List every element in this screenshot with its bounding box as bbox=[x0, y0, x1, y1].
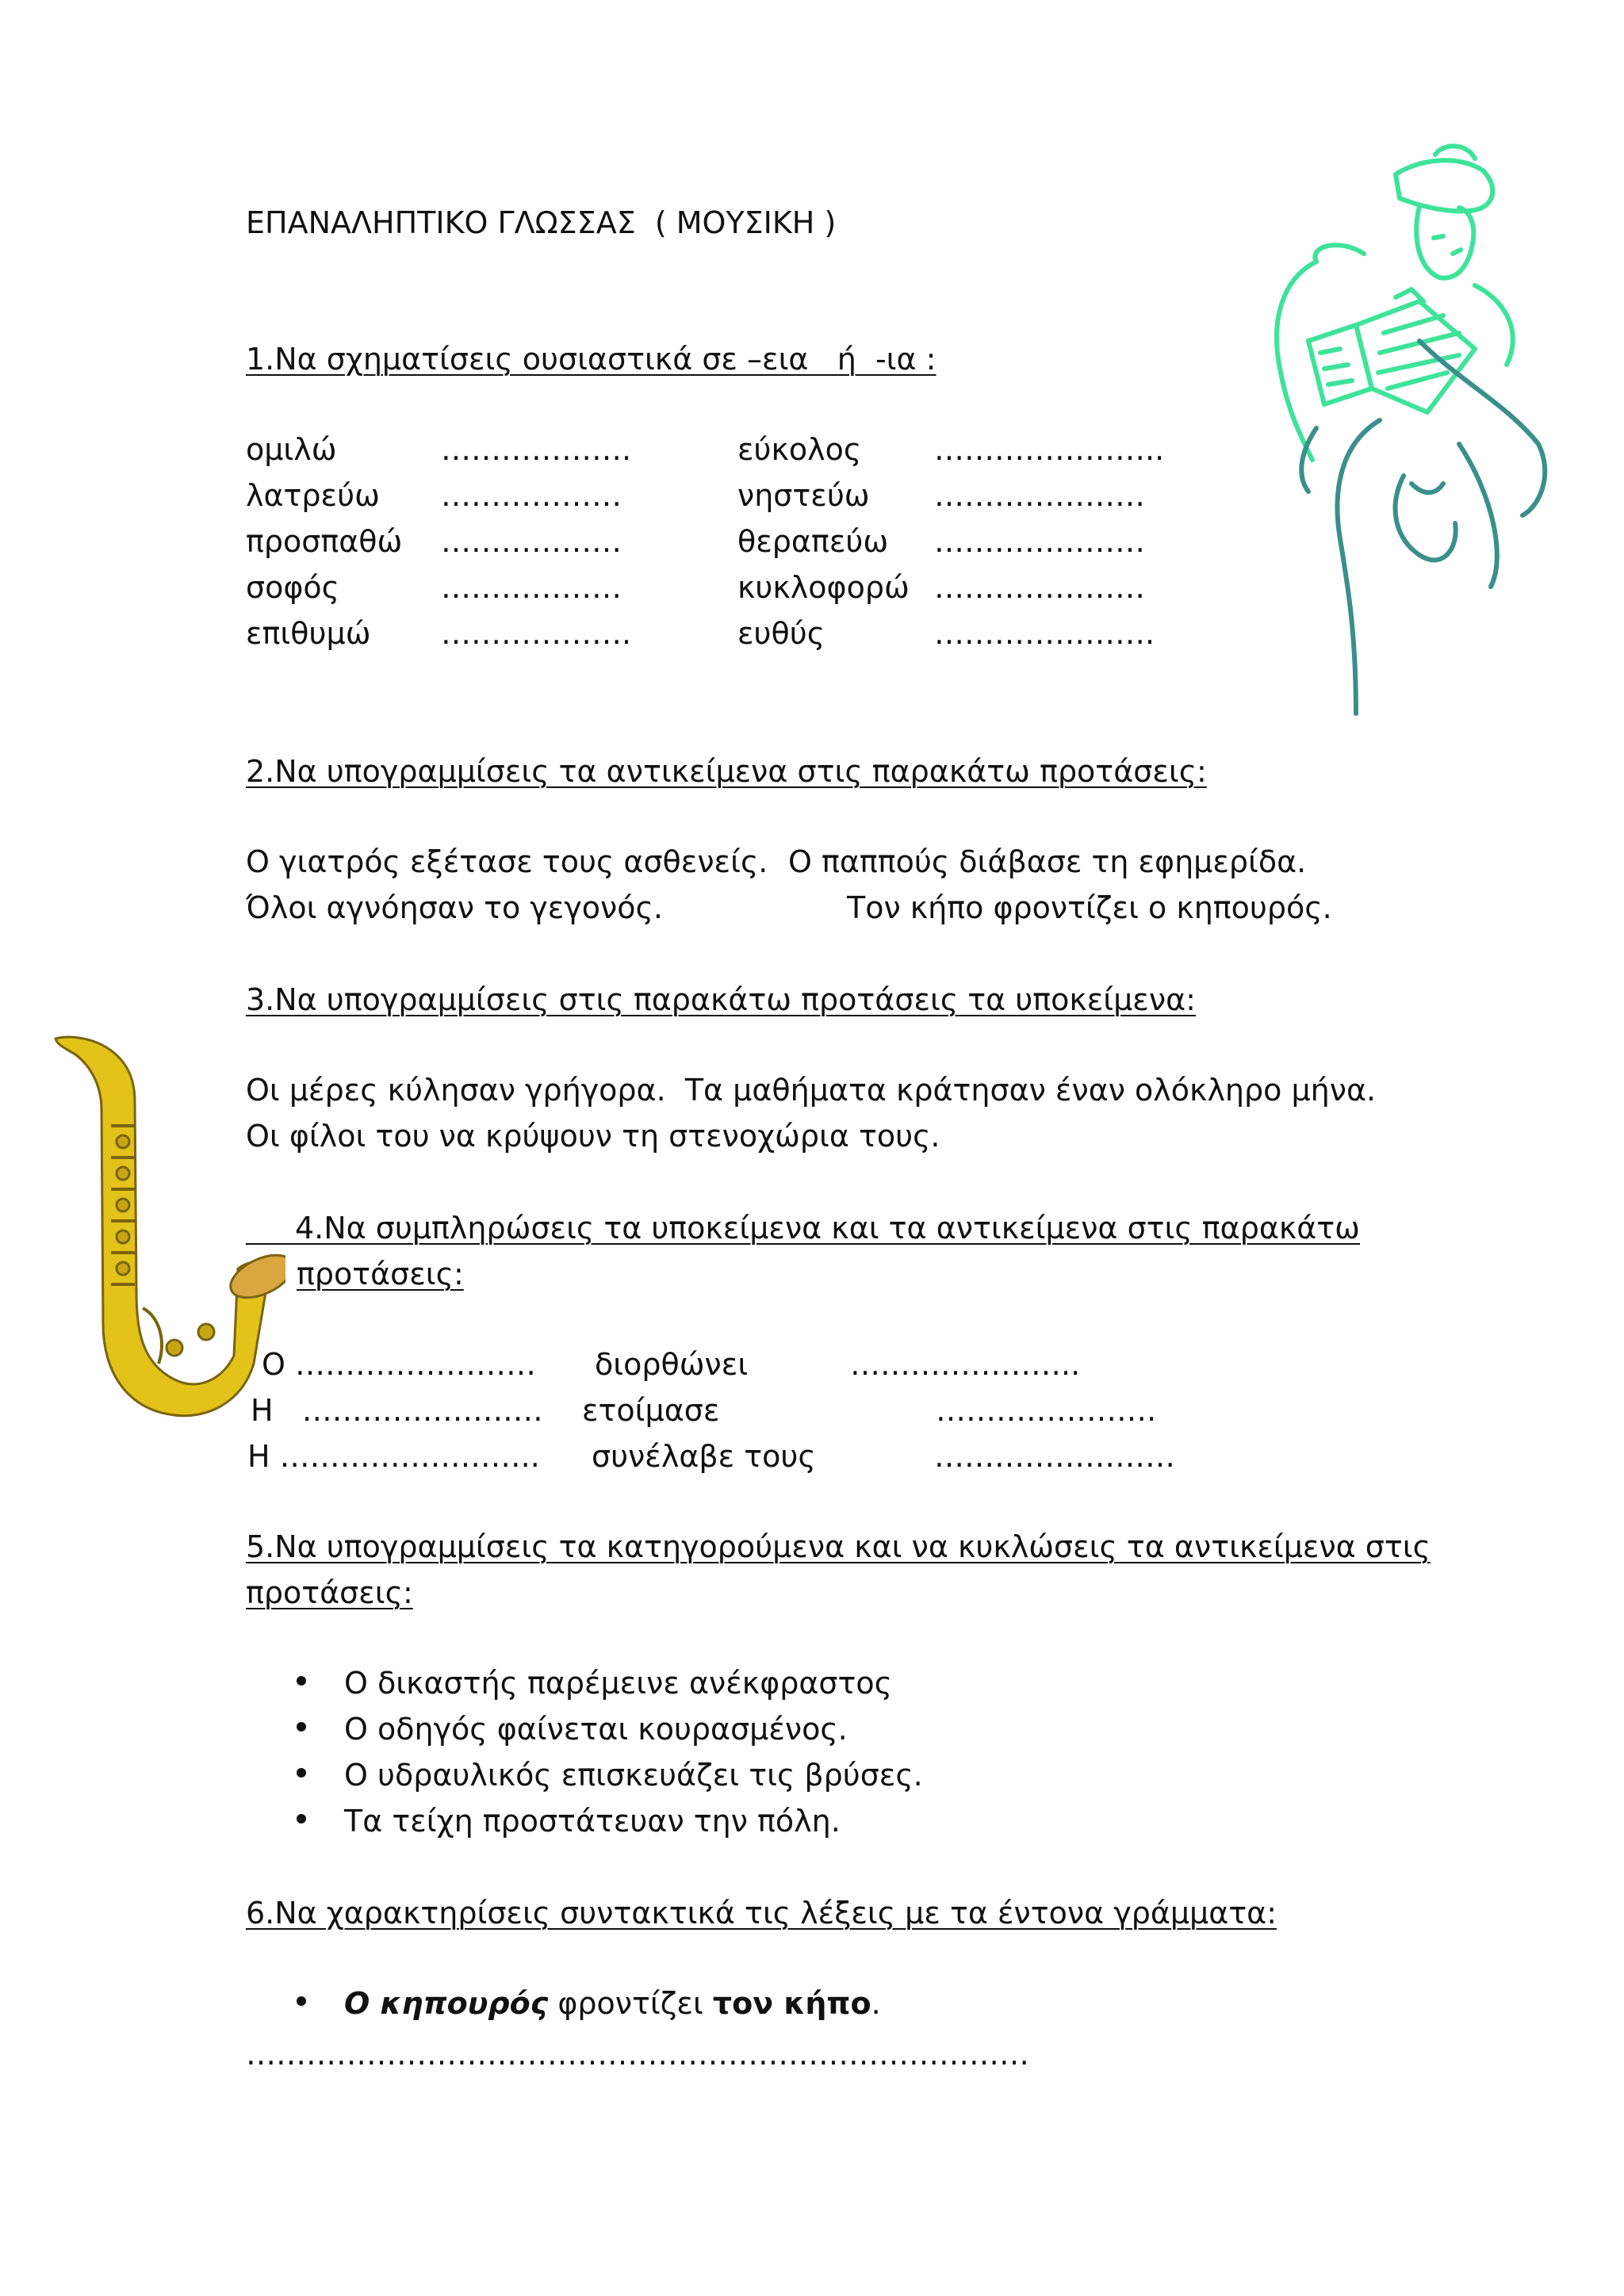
ex1-blank: ………………….. bbox=[934, 432, 1165, 467]
ex1-word: ομιλώ bbox=[246, 432, 337, 467]
answer-line: …………………………………………………………………… bbox=[246, 2037, 1029, 2072]
ex4-verb: ετοίμασε bbox=[582, 1393, 720, 1428]
ex1-word: προσπαθώ bbox=[246, 524, 403, 559]
ex1-word: θεραπεύω bbox=[737, 524, 889, 559]
sentence-end: . bbox=[871, 1986, 881, 2021]
ex4-heading: 4.Να συμπληρώσεις τα υποκείμενα και τα αντικείμενα στις παρακάτω bbox=[295, 1211, 1361, 1246]
bold-word: Ο κηπουρός bbox=[344, 1986, 549, 2021]
list-item: Ο δικαστής παρέμεινε ανέκφραστος bbox=[344, 1666, 892, 1701]
ex4-heading-continued: προτάσεις: bbox=[297, 1257, 464, 1292]
ex2-sentence: Τον κήπο φροντίζει ο κηπουρός. bbox=[847, 890, 1332, 925]
ex4-object-blank: …………………. bbox=[936, 1393, 1157, 1428]
ex3-heading: 3.Να υπογραμμίσεις στις παρακάτω προτάσεις τα υποκείμενα: bbox=[246, 982, 1196, 1017]
ex1-blank: ………………. bbox=[441, 432, 632, 467]
accordion-player-illustration-icon bbox=[1221, 143, 1586, 729]
list-item: Ο υδραυλικός επισκευάζει τις βρύσες. bbox=[344, 1758, 923, 1793]
ex5-heading: 5.Να υπογραμμίσεις τα κατηγορούμενα και να κυκλώσεις τα αντικείμενα στις bbox=[246, 1529, 1431, 1564]
ex3-sentence: Οι μέρες κύλησαν γρήγορα. Τα μαθήματα κράτησαν έναν ολόκληρο μήνα. bbox=[246, 1073, 1377, 1108]
ex1-blank: ……………… bbox=[441, 478, 622, 513]
bullet-icon bbox=[297, 1996, 306, 2006]
ex1-word: ευθύς bbox=[737, 616, 825, 651]
page-title: ΕΠΑΝΑΛΗΠΤΙΚΟ ΓΛΩΣΣΑΣ ( ΜΟΥΣΙΚΗ ) bbox=[246, 205, 837, 240]
ex1-word: κυκλοφορώ bbox=[737, 570, 910, 605]
ex4-verb: διορθώνει bbox=[595, 1347, 749, 1382]
ex1-word: νηστεύω bbox=[737, 478, 870, 513]
bullet-icon bbox=[297, 1814, 306, 1823]
ex1-word: επιθυμώ bbox=[246, 616, 371, 651]
bullet-icon bbox=[297, 1676, 306, 1686]
ex1-word: εύκολος bbox=[737, 432, 862, 467]
ex1-heading: 1.Να σχηματίσεις ουσιαστικά σε –εια ή -ια : bbox=[246, 342, 936, 377]
ex3-sentence: Οι φίλοι του να κρύψουν τη στενοχώρια τους. bbox=[246, 1119, 940, 1154]
ex1-blank: ………………… bbox=[934, 478, 1145, 513]
ex4-subject-blank: Ο …………………… bbox=[262, 1347, 536, 1382]
ex2-heading: 2.Να υπογραμμίσεις τα αντικείμενα στις παρακάτω προτάσεις: bbox=[246, 754, 1207, 789]
ex1-blank: ……………… bbox=[441, 570, 622, 605]
ex1-word: λατρεύω bbox=[246, 478, 380, 513]
ex2-sentence: Ο γιατρός εξέτασε τους ασθενείς. bbox=[246, 844, 768, 879]
ex4-object-blank: …………………… bbox=[934, 1439, 1175, 1474]
ex1-blank: …………………. bbox=[934, 616, 1155, 651]
ex4-object-blank: ………………….. bbox=[850, 1347, 1081, 1382]
ex2-sentence: Όλοι αγνόησαν το γεγονός. bbox=[246, 890, 663, 925]
ex1-blank: ………………. bbox=[441, 616, 632, 651]
bold-word: τον κήπο bbox=[712, 1986, 871, 2021]
ex1-blank: ………………… bbox=[934, 570, 1145, 605]
bullet-icon bbox=[297, 1768, 306, 1777]
bullet-icon bbox=[297, 1722, 306, 1732]
ex1-blank: ……………… bbox=[441, 524, 622, 559]
list-item: Ο οδηγός φαίνεται κουρασμένος. bbox=[344, 1712, 848, 1747]
ex6-sentence bbox=[344, 1988, 881, 2019]
saxophone-illustration-icon bbox=[48, 1031, 285, 1427]
list-item: Τα τείχη προστάτευαν την πόλη. bbox=[344, 1804, 841, 1839]
ex2-sentence: Ο παππούς διάβασε τη εφημερίδα. bbox=[788, 844, 1307, 879]
ex4-verb: συνέλαβε τους bbox=[592, 1439, 816, 1474]
ex1-word: σοφός bbox=[246, 570, 339, 605]
ex6-heading: 6.Να χαρακτηρίσεις συντακτικά τις λέξεις με τα έντονα γράμματα: bbox=[246, 1896, 1277, 1931]
ex5-heading-continued: προτάσεις: bbox=[246, 1575, 413, 1610]
ex1-blank: ………………… bbox=[934, 524, 1145, 559]
sentence-text: φροντίζει bbox=[548, 1986, 713, 2021]
ex4-subject-blank: Η …………………….. bbox=[247, 1439, 540, 1474]
ex4-subject-blank: Η …………………… bbox=[251, 1393, 543, 1428]
